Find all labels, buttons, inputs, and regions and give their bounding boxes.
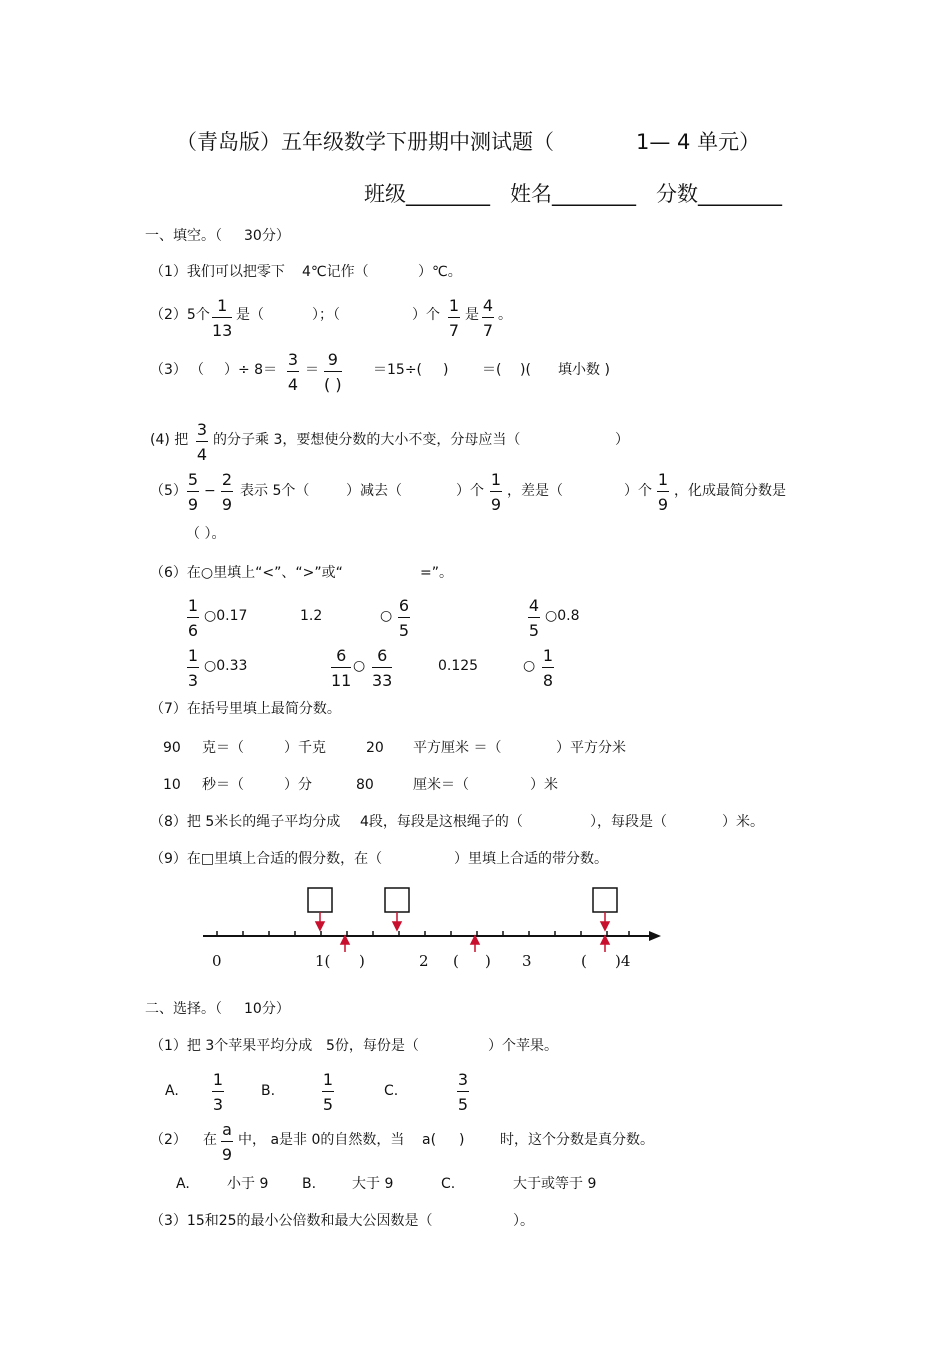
q7-r1-b-end: ）平方分米 <box>556 740 626 756</box>
q6-r1-a-tail: ○0.17 <box>204 608 248 624</box>
page-title-range: 1— 4 单元） <box>636 130 761 154</box>
q3-eq: ＝ <box>305 362 319 378</box>
c1-option-a[interactable]: A. <box>165 1083 179 1099</box>
q2-is: 是 <box>465 307 479 323</box>
c2-pre: 在 <box>203 1132 217 1148</box>
box-3 <box>593 888 617 912</box>
c2-text: 中， a是非 0的自然数，当 <box>238 1132 405 1148</box>
q5-t1: 表示 5个（ <box>240 483 310 499</box>
c3-end: ）。 <box>513 1213 534 1229</box>
q8-seg: 4段，每段是这根绳子的（ <box>360 814 523 830</box>
q3-fraction-9: 9 ( ) <box>324 350 342 394</box>
q8-mid: ），每段是（ <box>590 814 667 830</box>
c1-fraction-1-3: 1 3 <box>212 1070 224 1114</box>
box-2 <box>385 888 409 912</box>
q6-r2-circle: ○ <box>353 658 366 674</box>
c2-option-b[interactable]: B. <box>302 1176 317 1192</box>
c2-option-c-text: 大于或等于 9 <box>513 1176 597 1192</box>
c1-end: ）个苹果。 <box>488 1038 558 1054</box>
section2-points: 10分） <box>244 1001 290 1017</box>
q6-r2-c: 0.125 <box>438 658 479 674</box>
c1-fraction-1-5: 1 5 <box>322 1070 334 1114</box>
q4-fraction-3-4: 3 4 <box>196 420 208 464</box>
number-line-figure <box>195 880 665 975</box>
q8-text: （8）把 5米长的绳子平均分成 <box>150 814 341 830</box>
c1-option-b[interactable]: B. <box>261 1083 276 1099</box>
q6-r2-a-tail: ○0.33 <box>204 658 248 674</box>
q3-div8: ）÷ 8＝ <box>224 362 278 378</box>
q5-fraction-1-9-b: 1 9 <box>657 470 669 514</box>
q7-r2-b-unit: 厘米＝（ <box>413 777 469 793</box>
q5-line2: （ ）。 <box>186 526 226 542</box>
q3-close: )( <box>520 362 531 378</box>
q5-minus: − <box>204 483 216 499</box>
q7-r1-b: 20 <box>366 740 384 756</box>
q7-r2-b-end: ）米 <box>530 777 558 793</box>
q7-r2-a-end: ）分 <box>284 777 312 793</box>
q6-r2-fraction-1-3: 1 3 <box>187 646 199 690</box>
q6-r2-fraction-1-8: 1 8 <box>542 646 554 690</box>
q6-r1-d-tail: ○0.8 <box>545 608 580 624</box>
nl-label-1-close: ) <box>359 952 365 970</box>
q9-end: ）里填上合适的带分数。 <box>454 851 608 867</box>
q6-r1-fraction-1-6: 1 6 <box>187 596 199 640</box>
q3-rest: ＝15÷( <box>373 362 423 378</box>
nl-label-1: 1( <box>315 952 331 970</box>
section1-points: 30分） <box>244 228 290 244</box>
q5-t5: ）个 <box>624 483 652 499</box>
score-field[interactable]: 分数________ <box>656 182 782 206</box>
c2-num: （2） <box>150 1132 187 1148</box>
class-field[interactable]: 班级________ <box>364 182 490 206</box>
q2-semi: ）；（ <box>312 307 340 323</box>
q6-text: （6）在○里填上“<”、“>”或“ <box>150 565 343 581</box>
page-title: （青岛版）五年级数学下册期中测试题（ <box>176 130 554 154</box>
q2-tail: ）个 <box>412 307 440 323</box>
q5-t2: ）减去（ <box>346 483 402 499</box>
q7-r1-b-unit: 平方厘米 ＝（ <box>413 740 502 756</box>
q2-fraction-4-7: 4 7 <box>482 296 494 340</box>
c2-rp: ) <box>459 1132 465 1148</box>
q7-r2-b: 80 <box>356 777 374 793</box>
q2-num: （2）5个 <box>150 307 210 323</box>
q6-eq: =”。 <box>420 565 453 581</box>
q3-fraction-3-4: 3 4 <box>287 350 299 394</box>
q5-num: （5） <box>150 483 187 499</box>
q4-num: (4) 把 <box>150 432 189 448</box>
c2-fraction-a-9: a 9 <box>221 1120 233 1164</box>
q7-r2-a: 10 <box>163 777 181 793</box>
c1-text: （1）把 3个苹果平均分成 <box>150 1038 313 1054</box>
q5-fraction-2-9: 2 9 <box>221 470 233 514</box>
q6-r1-fraction-4-5: 4 5 <box>528 596 540 640</box>
q8-end: ）米。 <box>722 814 764 830</box>
q7-r1-a-unit: 克＝（ <box>202 740 244 756</box>
section1-heading: 一、填空。（ <box>145 228 222 244</box>
red-arrows <box>316 912 609 952</box>
c2-option-b-text: 大于 9 <box>352 1176 394 1192</box>
section2-heading: 二、选择。（ <box>145 1001 222 1017</box>
c1-fraction-3-5: 3 5 <box>457 1070 469 1114</box>
q4-end: ） <box>615 432 629 448</box>
nl-label-4: )4 <box>615 952 631 970</box>
nl-label-2-open: ( <box>453 952 459 970</box>
q3-rp: ) <box>443 362 449 378</box>
nl-label-0: 0 <box>212 952 222 970</box>
nl-label-2: 2 <box>419 952 429 970</box>
c1-t2: 5份，每份是（ <box>326 1038 419 1054</box>
c2-a: a( <box>422 1132 437 1148</box>
q6-r2-d-pre: ○ <box>523 658 536 674</box>
q5-fraction-1-9-a: 1 9 <box>490 470 502 514</box>
q3-lp: （ <box>190 362 204 378</box>
q6-r1-fraction-6-5: 6 5 <box>398 596 410 640</box>
q3-num: （3） <box>150 362 187 378</box>
q7-text: （7）在括号里填上最简分数。 <box>150 701 341 717</box>
q6-r1-c-pre: ○ <box>380 608 393 624</box>
nl-label-3: 3 <box>522 952 532 970</box>
name-field[interactable]: 姓名________ <box>510 182 636 206</box>
q5-t6: ，化成最简分数是 <box>674 483 786 499</box>
c2-option-a-text: 小于 9 <box>227 1176 269 1192</box>
q4-text: 的分子乘 3，要想使分数的大小不变，分母应当（ <box>213 432 521 448</box>
q2-fraction-1-7: 1 7 <box>448 296 460 340</box>
box-1 <box>308 888 332 912</box>
q7-r1-a: 90 <box>163 740 181 756</box>
number-line-arrowhead <box>649 931 661 941</box>
q6-r2-fraction-6-33: 6 33 <box>372 646 393 690</box>
q7-r2-a-unit: 秒＝（ <box>202 777 244 793</box>
q1-temp: 4℃记作（ <box>302 264 369 280</box>
q5-t3: ）个 <box>456 483 484 499</box>
c1-option-c[interactable]: C. <box>384 1083 399 1099</box>
q2-end: 。 <box>498 307 512 323</box>
q5-t4: ，差是（ <box>507 483 563 499</box>
q1-tail: ）℃。 <box>418 264 462 280</box>
q2-fraction-1-13: 1 13 <box>212 296 233 340</box>
c2-option-a[interactable]: A. <box>176 1176 190 1192</box>
q2-mid: 是（ <box>236 307 264 323</box>
q3-eq2: ＝( <box>482 362 502 378</box>
c2-option-c[interactable]: C. <box>441 1176 456 1192</box>
c2-end: 时，这个分数是真分数。 <box>500 1132 654 1148</box>
q6-r2-fraction-6-11: 6 11 <box>331 646 352 690</box>
nl-label-2-close: ) <box>485 952 491 970</box>
q7-r1-a-end: ）千克 <box>284 740 326 756</box>
q5-fraction-5-9: 5 9 <box>187 470 199 514</box>
c3-text: （3）15和25的最小公倍数和最大公因数是（ <box>150 1213 433 1229</box>
q1-text: （1）我们可以把零下 <box>150 264 285 280</box>
q3-note: 填小数 ) <box>558 362 610 378</box>
nl-label-3-open: ( <box>581 952 587 970</box>
q6-r1-b: 1.2 <box>300 608 323 624</box>
q9-text: （9）在□里填上合适的假分数，在（ <box>150 851 383 867</box>
